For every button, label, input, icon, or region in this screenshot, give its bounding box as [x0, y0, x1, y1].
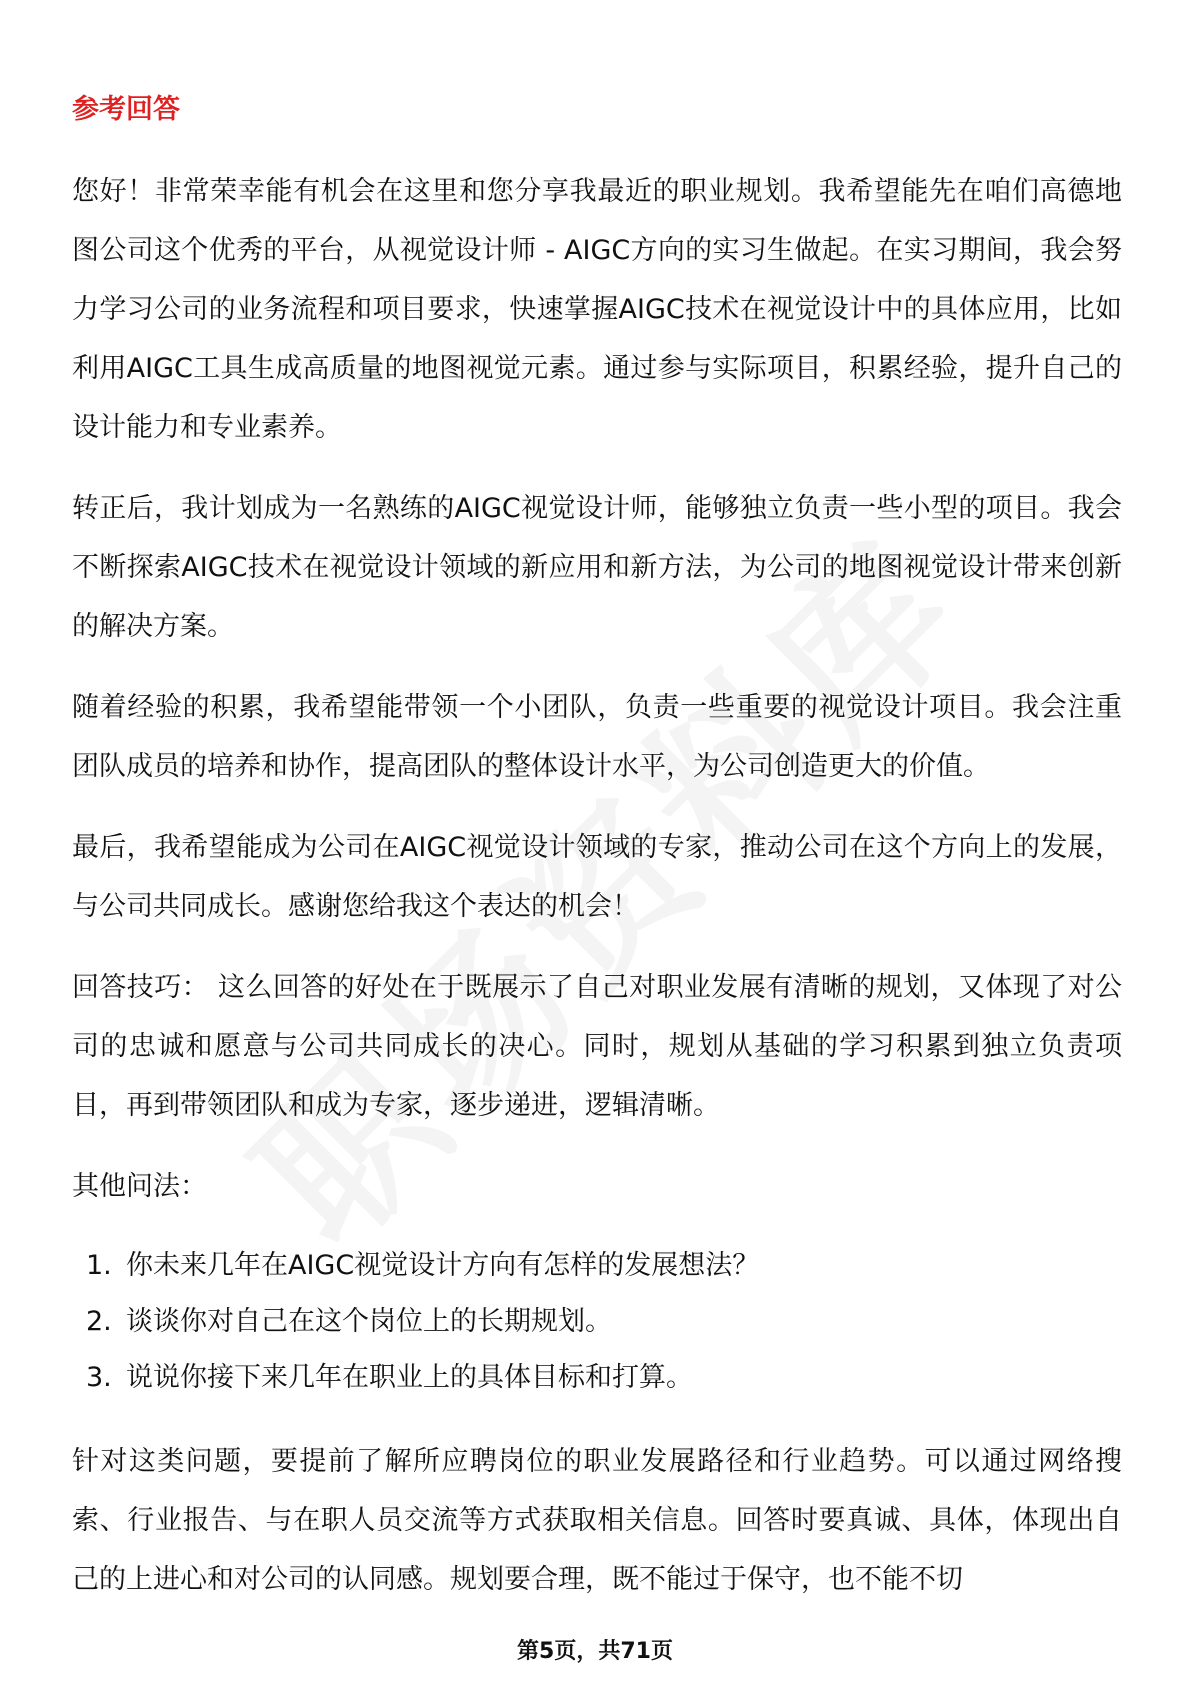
answer-paragraph-3: 随着经验的积累，我希望能带领一个小团队，负责一些重要的视觉设计项目。我会注重团队成员的培养和协作，提高团队的整体设计水平，为公司创造更大的价值。	[72, 692, 1122, 782]
list-item	[86, 1238, 1122, 1294]
other-questions-list	[72, 1238, 1122, 1406]
list-item-number: 2.	[86, 1306, 112, 1337]
list-item-text: 说说你接下来几年在职业上的具体目标和打算。	[126, 1362, 693, 1393]
answer-paragraph-4: 最后，我希望能成为公司在AIGC视觉设计领域的专家，推动公司在这个方向上的发展，与公司共同成长。感谢您给我这个表达的机会！	[72, 832, 1122, 922]
list-item-number: 3.	[86, 1362, 112, 1393]
other-questions-label: 其他问法：	[72, 1171, 207, 1202]
list-item	[86, 1350, 1122, 1406]
page-content	[72, 80, 1122, 1631]
answer-tips-paragraph: 回答技巧： 这么回答的好处在于既展示了自己对职业发展有清晰的规划，又体现了对公司的忠诚和愿意与公司共同成长的决心。同时，规划从基础的学习积累到独立负责项目，再到带领团队和成为专家，逐步递进，逻辑清晰。	[72, 972, 1122, 1121]
answer-paragraph-2: 转正后，我计划成为一名熟练的AIGC视觉设计师，能够独立负责一些小型的项目。我会不断探索AIGC技术在视觉设计领域的新应用和新方法，为公司的地图视觉设计带来创新的解决方案。	[72, 493, 1122, 642]
answer-paragraph-1: 您好！非常荣幸能有机会在这里和您分享我最近的职业规划。我希望能先在咱们高德地图公司这个优秀的平台，从视觉设计师 - AIGC方向的实习生做起。在实习期间，我会努力学习公司的业务流程和项目要求，快速掌握AIGC技术在视觉设计中的具体应用，比如利用AIGC工具生成高质量的地图视觉元素。通过参与实际项目，积累经验，提升自己的设计能力和专业素养。	[72, 176, 1122, 443]
list-item	[86, 1294, 1122, 1350]
section-heading: 参考回答	[72, 94, 180, 125]
page-number-footer: 第5页，共71页	[517, 1639, 673, 1664]
list-item-text: 谈谈你对自己在这个岗位上的长期规划。	[126, 1306, 612, 1337]
list-item-number: 1.	[86, 1250, 112, 1281]
list-item-text: 你未来几年在AIGC视觉设计方向有怎样的发展想法？	[126, 1250, 760, 1281]
closing-paragraph: 针对这类问题，要提前了解所应聘岗位的职业发展路径和行业趋势。可以通过网络搜索、行业报告、与在职人员交流等方式获取相关信息。回答时要真诚、具体，体现出自己的上进心和对公司的认同感。规划要合理，既不能过于保守，也不能不切	[72, 1446, 1122, 1595]
